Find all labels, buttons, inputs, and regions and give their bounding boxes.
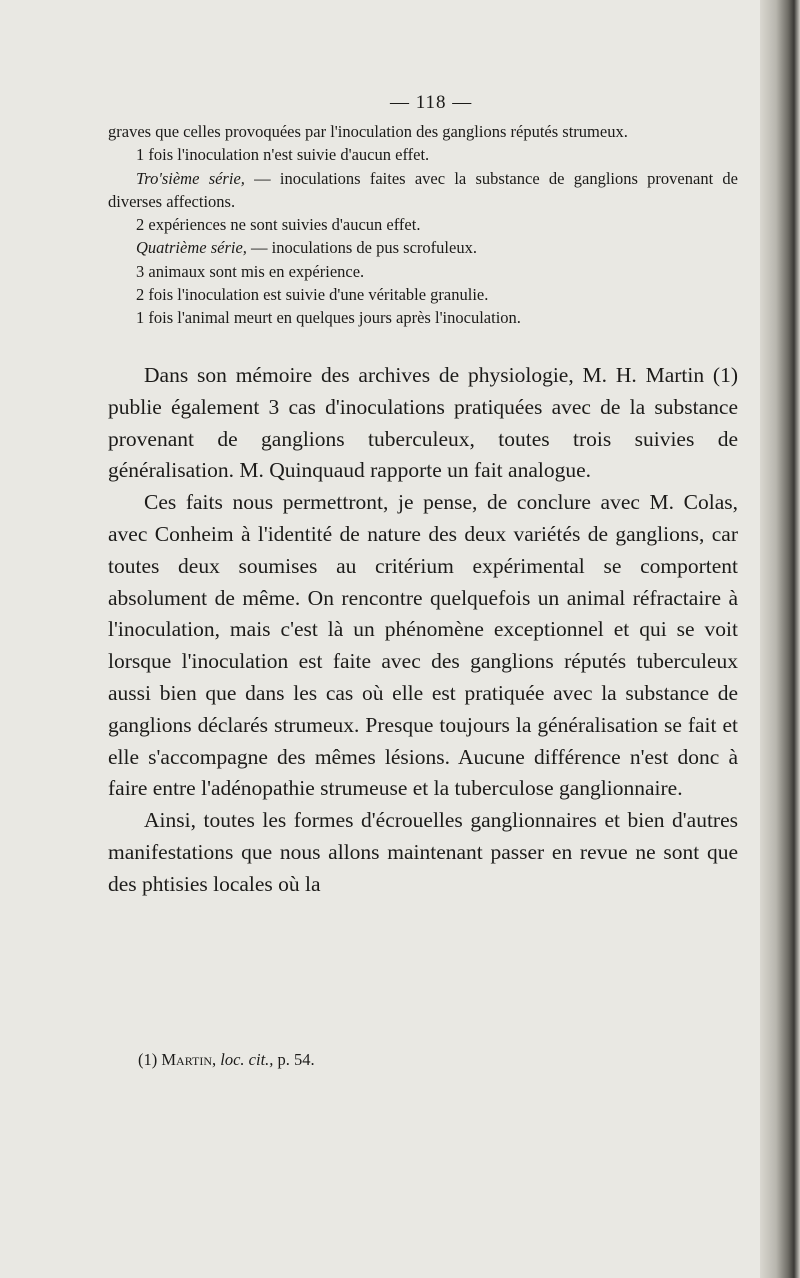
summary-line-6: 3 animaux sont mis en expérience. bbox=[136, 261, 365, 281]
paragraph-1: Dans son mémoire des archives de physiologie, M. H. Martin (1) publie également 3 cas d'inoculations pratiquées avec de la substance provenant de ganglions tuberculeux, toutes trois suivies de généralisation. M. Quinquaud rapporte un fait analogue. bbox=[108, 363, 738, 483]
fourth-series-label: Quatrième série, bbox=[136, 238, 247, 258]
main-text bbox=[108, 360, 738, 901]
summary-line-7: 2 fois l'inoculation est suivie d'une véritable granulie. bbox=[136, 285, 489, 305]
summary-line-8: 1 fois l'animal meurt en quelques jours après l'inoculation. bbox=[136, 308, 521, 328]
summary-line-3 bbox=[108, 167, 738, 214]
footnote-author: Martin, bbox=[161, 1050, 217, 1069]
third-series-label: Tro'sième série, bbox=[136, 168, 245, 188]
footnote-marker: (1) bbox=[138, 1050, 162, 1069]
paragraph-3: Ainsi, toutes les formes d'écrouelles ganglionnaires et bien d'autres manifestations que nous allons maintenant passer en revue ne sont que des phtisies locales où la bbox=[108, 808, 738, 896]
experiment-summary bbox=[108, 120, 738, 330]
third-series-text: — inoculations faites avec la substance de ganglions provenant de diverses affections. bbox=[108, 168, 738, 211]
footnote-page: p. 54. bbox=[273, 1050, 315, 1069]
summary-line-5 bbox=[108, 236, 738, 259]
summary-line-2: 1 fois l'inoculation n'est suivie d'aucun effet. bbox=[136, 145, 430, 165]
page-edge-shadow bbox=[760, 0, 800, 1278]
page-number: — 118 — bbox=[390, 92, 473, 113]
summary-line-1: graves que celles provoquées par l'inoculation des ganglions réputés strumeux. bbox=[108, 122, 628, 141]
fourth-series-text: — inoculations de pus scrofuleux. bbox=[246, 238, 477, 258]
footnote bbox=[138, 1050, 315, 1070]
paragraph-2: Ces faits nous permettront, je pense, de conclure avec M. Colas, avec Conheim à l'identité de nature des deux variétés de ganglions, car toutes deux soumises au critérium expérimental se comportent absolument de même. On rencontre quelquefois un animal réfractaire à l'inoculation, mais c'est là un phénomène exceptionnel et qui se voit lorsque l'inoculation est faite avec des ganglions réputés tuberculeux aussi bien que dans les cas où elle est pratiquée avec la substance de ganglions déclarés strumeux. Presque toujours la généralisation se fait et elle s'accompagne des mêmes lésions. Aucune différence n'est donc à faire entre l'adénopathie strumeuse et la tuberculose ganglionnaire. bbox=[108, 490, 738, 801]
summary-line-4: 2 expériences ne sont suivies d'aucun effet. bbox=[136, 215, 421, 235]
footnote-reference: loc. cit., bbox=[216, 1050, 274, 1069]
